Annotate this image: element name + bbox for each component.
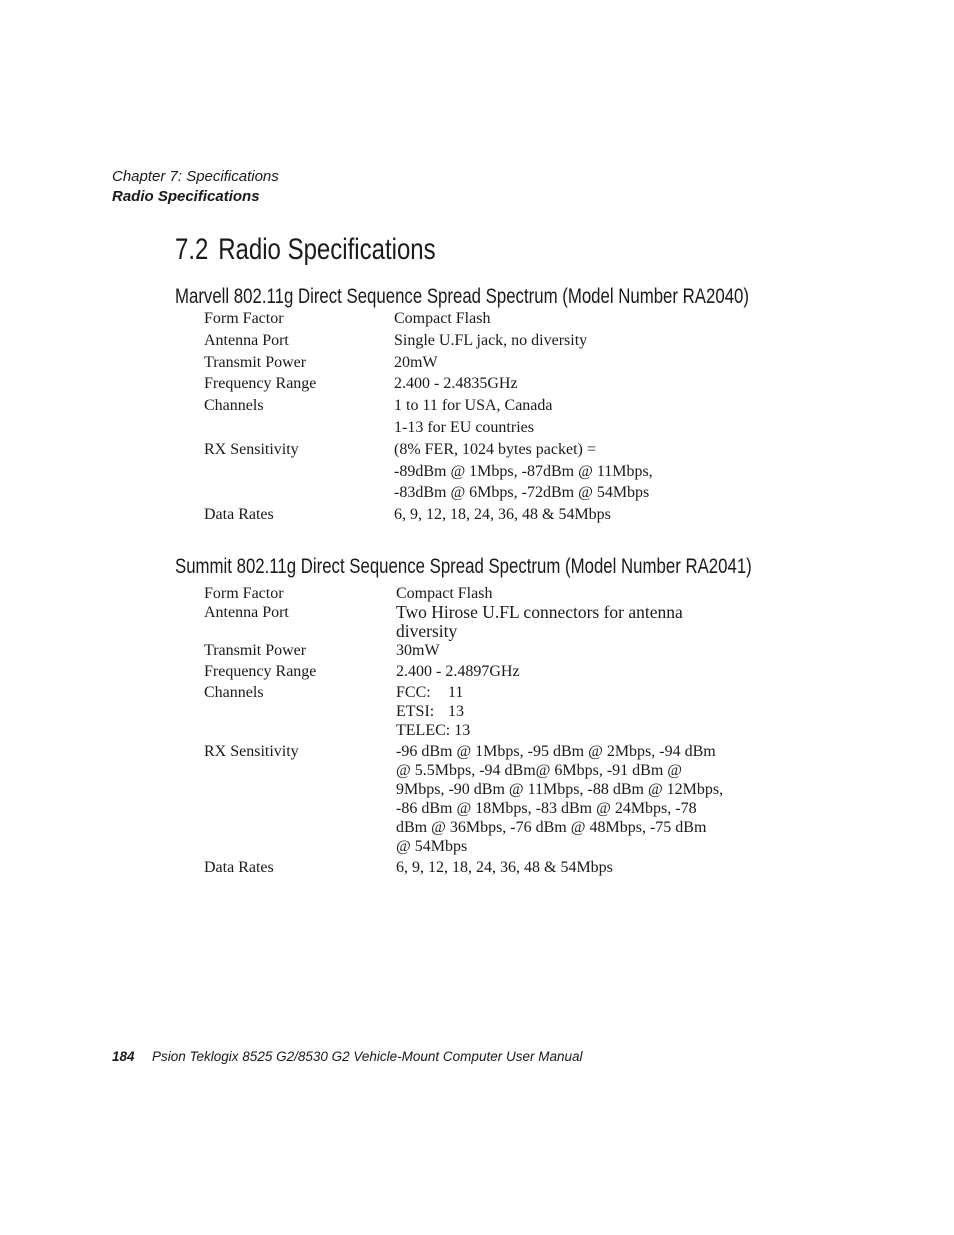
spec-value bbox=[396, 858, 736, 877]
spec-value-line: 2.400 - 2.4897GHz bbox=[396, 663, 520, 680]
page-title bbox=[175, 230, 436, 270]
spec-label: Frequency Range bbox=[204, 375, 317, 393]
spec-value-line: dBm @ 36Mbps, -76 dBm @ 48Mbps, -75 dBm bbox=[396, 819, 707, 836]
spec-label: Transmit Power bbox=[204, 353, 307, 371]
running-head-section: Radio Specifications bbox=[112, 188, 260, 205]
spec-row-form-factor bbox=[204, 308, 734, 330]
channel-count: 13 bbox=[454, 722, 471, 739]
spec-row-transmit-power bbox=[204, 641, 736, 660]
spec-label: Channels bbox=[204, 397, 264, 415]
spec-label: Data Rates bbox=[204, 859, 274, 876]
spec-value-line: 2.400 - 2.4835GHz bbox=[394, 375, 518, 393]
spec-value bbox=[396, 742, 736, 856]
spec-value-line: -96 dBm @ 1Mbps, -95 dBm @ 2Mbps, -94 dBm bbox=[396, 743, 716, 760]
channel-entry bbox=[396, 702, 736, 721]
spec-row-antenna-port bbox=[204, 330, 734, 352]
spec-value-line: 6, 9, 12, 18, 24, 36, 48 & 54Mbps bbox=[394, 506, 611, 524]
spec-label: Data Rates bbox=[204, 506, 274, 524]
spec-value-line: Two Hirose U.FL connectors for antenna bbox=[396, 602, 683, 622]
spec-value-line: 1 to 11 for USA, Canada bbox=[394, 397, 553, 415]
spec-row-antenna-port bbox=[204, 603, 736, 641]
summit-heading: Summit 802.11g Direct Sequence Spread Spectrum (Model Number RA2041) bbox=[175, 555, 752, 578]
spec-row-transmit-power bbox=[204, 352, 734, 374]
spec-label: Transmit Power bbox=[204, 642, 307, 659]
spec-label: Channels bbox=[204, 684, 264, 701]
marvell-spec-table bbox=[204, 308, 734, 526]
spec-value bbox=[396, 641, 736, 660]
spec-label: Antenna Port bbox=[204, 331, 289, 349]
spec-value bbox=[396, 584, 736, 603]
spec-value bbox=[396, 662, 736, 681]
spec-row-data-rates bbox=[204, 504, 734, 526]
spec-value bbox=[394, 504, 734, 526]
spec-value-line: -86 dBm @ 18Mbps, -83 dBm @ 24Mbps, -78 bbox=[396, 800, 697, 817]
spec-label: Antenna Port bbox=[204, 604, 289, 621]
section-title: Radio Specifications bbox=[218, 233, 436, 266]
spec-row-data-rates bbox=[204, 858, 736, 877]
spec-row-frequency-range bbox=[204, 373, 734, 395]
spec-row-form-factor bbox=[204, 584, 736, 603]
spec-value-line: -89dBm @ 1Mbps, -87dBm @ 11Mbps, bbox=[394, 462, 653, 480]
channel-entry bbox=[396, 721, 736, 740]
spec-row-channels bbox=[204, 683, 736, 740]
spec-value-line: 9Mbps, -90 dBm @ 11Mbps, -88 dBm @ 12Mbps, bbox=[396, 781, 724, 798]
spec-row-frequency-range bbox=[204, 662, 736, 681]
spec-value bbox=[394, 439, 734, 504]
spec-label: Frequency Range bbox=[204, 663, 317, 680]
spec-row-channels bbox=[204, 395, 734, 439]
page-footer bbox=[112, 1047, 582, 1067]
spec-value-line: Single U.FL jack, no diversity bbox=[394, 331, 588, 349]
page-number: 184 bbox=[112, 1049, 135, 1064]
spec-value-line: 20mW bbox=[394, 353, 438, 371]
spec-label: Form Factor bbox=[204, 310, 284, 327]
channel-entry bbox=[396, 683, 736, 702]
spec-value bbox=[394, 395, 734, 439]
section-number: 7.2 bbox=[175, 233, 209, 266]
channel-count: 13 bbox=[448, 703, 464, 720]
spec-value bbox=[394, 308, 734, 330]
running-head-chapter: Chapter 7: Specifications bbox=[112, 168, 279, 185]
spec-value-line: Compact Flash bbox=[394, 310, 491, 327]
channel-key: FCC: bbox=[396, 684, 431, 701]
spec-label: Form Factor bbox=[204, 585, 284, 602]
spec-value-line: 1-13 for EU countries bbox=[394, 418, 534, 436]
spec-value-line: @ 5.5Mbps, -94 dBm@ 6Mbps, -91 dBm @ bbox=[396, 762, 682, 779]
spec-value bbox=[394, 352, 734, 374]
spec-value bbox=[396, 603, 736, 641]
spec-value bbox=[394, 373, 734, 395]
summit-spec-table bbox=[204, 584, 736, 877]
spec-value bbox=[394, 330, 734, 352]
spec-label: RX Sensitivity bbox=[204, 440, 299, 458]
spec-value-line: diversity bbox=[396, 621, 458, 641]
channel-key: ETSI: bbox=[396, 703, 435, 720]
spec-value-line: (8% FER, 1024 bytes packet) = bbox=[394, 440, 596, 458]
marvell-heading: Marvell 802.11g Direct Sequence Spread Spectrum (Model Number RA2040) bbox=[175, 285, 749, 308]
spec-value-line: 30mW bbox=[396, 642, 440, 659]
spec-row-rx-sensitivity bbox=[204, 742, 736, 856]
spec-value-line: Compact Flash bbox=[396, 585, 493, 602]
spec-label: RX Sensitivity bbox=[204, 743, 299, 760]
spec-row-rx-sensitivity bbox=[204, 439, 734, 504]
spec-value bbox=[396, 683, 736, 740]
spec-value-line: @ 54Mbps bbox=[396, 838, 468, 855]
spec-value-line: 6, 9, 12, 18, 24, 36, 48 & 54Mbps bbox=[396, 859, 613, 876]
manual-title: Psion Teklogix 8525 G2/8530 G2 Vehicle-Mount Computer User Manual bbox=[152, 1049, 583, 1064]
spec-value-line: -83dBm @ 6Mbps, -72dBm @ 54Mbps bbox=[394, 484, 650, 502]
running-head bbox=[112, 167, 279, 207]
channel-count: 11 bbox=[448, 684, 464, 701]
channel-key: TELEC: bbox=[396, 722, 451, 739]
